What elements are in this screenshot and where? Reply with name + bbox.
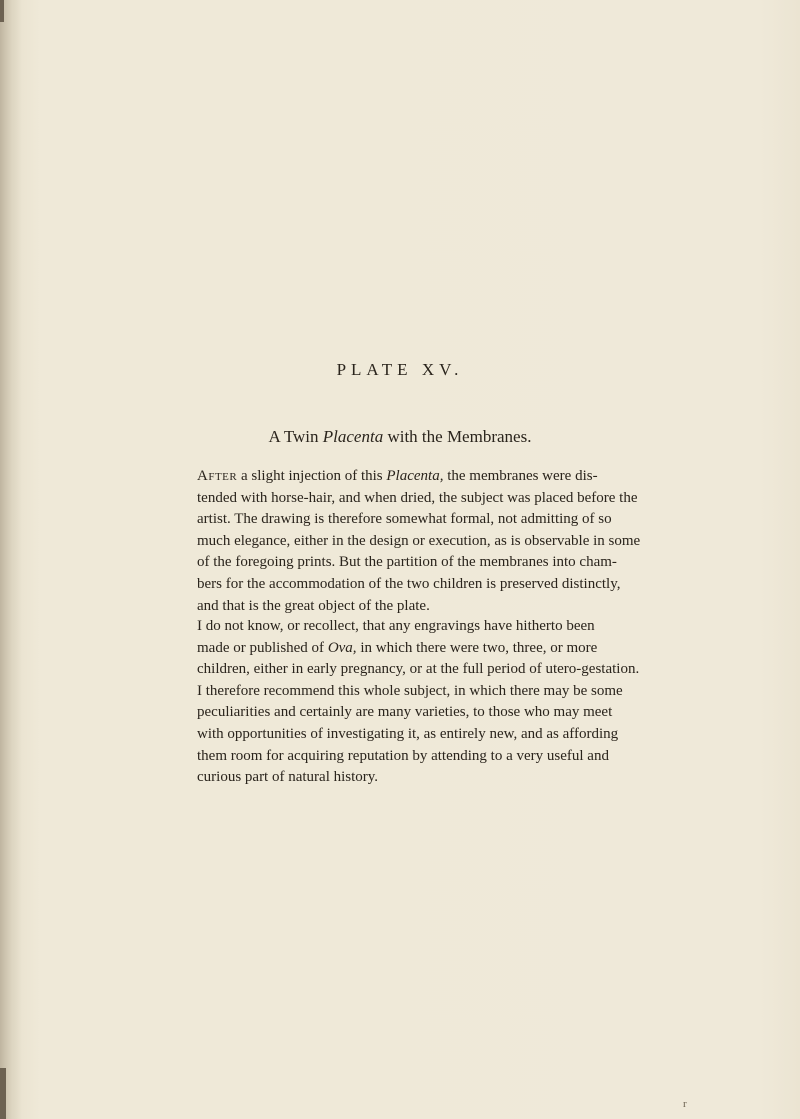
page-corner-mark: r: [683, 1098, 687, 1110]
text-line: much elegance, either in the design or execution, as is observable in some: [197, 532, 641, 549]
text-line: [197, 466, 797, 488]
paragraph-2: [197, 616, 797, 789]
text-span: in which there were two, three, or more: [356, 639, 598, 656]
subtitle-text: with the Membranes.: [383, 427, 532, 446]
spine-mark: [0, 1068, 6, 1119]
text-line: peculiarities and certainly are many varieties, to those who may meet: [197, 704, 613, 721]
text-line: them room for acquiring reputation by attending to a very useful and: [197, 747, 609, 764]
text-line: and that is the great object of the plate.: [197, 597, 430, 614]
text-line: [197, 638, 797, 660]
text-span: a slight injection of this: [237, 468, 387, 484]
small-caps-opening: After: [197, 468, 238, 484]
text-line: children, either in early pregnancy, or at the full period of utero-gestation.: [197, 661, 640, 678]
book-spine-edge: [0, 0, 22, 1119]
text-line: I do not know, or recollect, that any engravings have hitherto been: [197, 618, 595, 634]
text-line: with opportunities of investigating it, as entirely new, and as affording: [197, 725, 619, 742]
text-line: of the foregoing prints. But the partition of the membranes into cham-: [197, 554, 617, 571]
italic-term: Ova,: [327, 639, 357, 656]
plate-title: PLATE XV.: [336, 360, 464, 379]
plate-subtitle: [0, 427, 800, 447]
text-line: bers for the accommodation of the two children is preserved distinctly,: [197, 575, 621, 592]
subtitle-italic: Placenta: [322, 427, 384, 446]
text-line: artist. The drawing is therefore somewhat formal, not admitting of so: [197, 511, 612, 528]
italic-term: Placenta,: [386, 468, 444, 484]
text-line: I therefore recommend this whole subject, in which there may be some: [197, 682, 623, 699]
text-span: made or published of: [197, 639, 328, 656]
subtitle-text: A Twin: [268, 427, 323, 446]
spine-mark: [0, 0, 4, 22]
text-line: tended with horse-hair, and when dried, the subject was placed before the: [197, 489, 638, 506]
paragraph-1: [197, 466, 797, 617]
text-span: the membranes were dis-: [443, 468, 598, 484]
text-line: curious part of natural history.: [197, 769, 379, 786]
